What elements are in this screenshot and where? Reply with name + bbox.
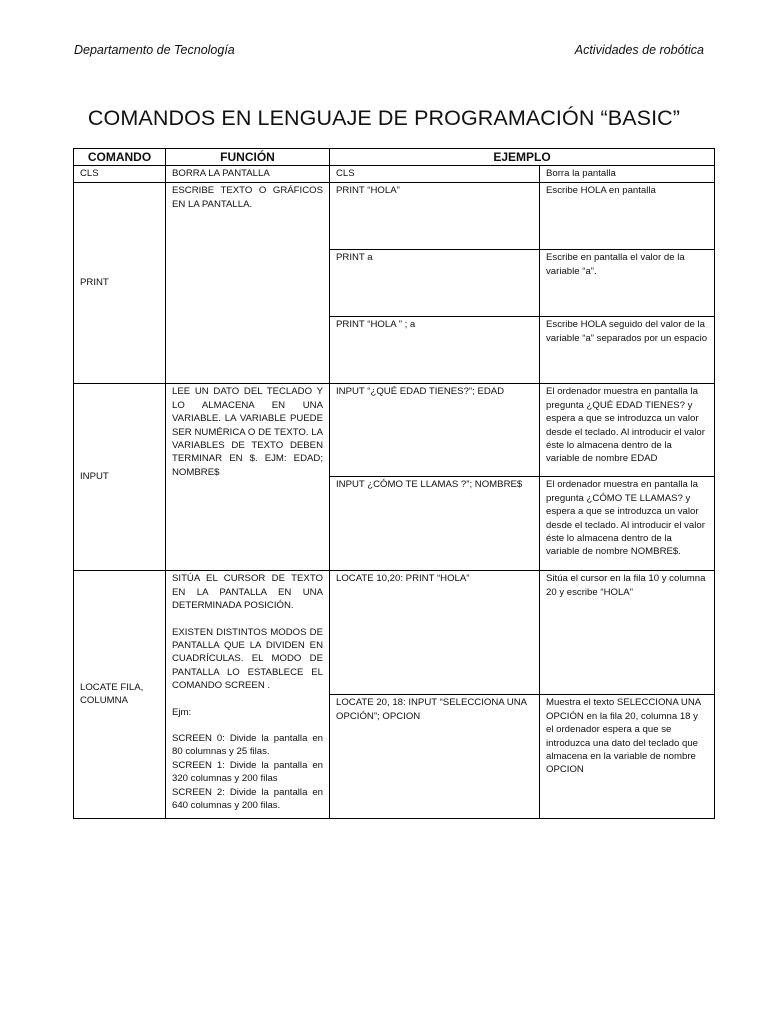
- input-ejemplo-2-codigo: INPUT ¿CÓMO TE LLAMAS ?”; NOMBRE$: [330, 477, 540, 571]
- screen-mode-2: SCREEN 2: Divide la pantalla en 640 columnas y 200 filas.: [172, 786, 323, 812]
- locate-comando: LOCATE FILA, COLUMNA: [74, 571, 166, 819]
- cls-resultado: Borra la pantalla: [540, 166, 715, 183]
- locate-funcion-p2: EXISTEN DISTINTOS MODOS DE PANTALLA QUE LA DIVIDEN EN CUADRÍCULAS. EL MODO DE PANTALLA LO ESTABLECE EL COMANDO SCREEN .: [172, 626, 323, 692]
- cls-comando: CLS: [74, 166, 166, 183]
- commands-table: [73, 148, 715, 819]
- locate-ejemplo-1-codigo: LOCATE 10,20: PRINT “HOLA”: [330, 571, 540, 695]
- locate-funcion: [166, 571, 330, 819]
- locate-ejemplo-1-resultado: Sitúa el cursor en la fila 10 y columna 20 y escribe “HOLA”: [540, 571, 715, 695]
- input-ejemplo-1-codigo: INPUT “¿QUÉ EDAD TIENES?”; EDAD: [330, 384, 540, 477]
- table-header-row: [74, 149, 715, 166]
- locate-funcion-p1: SITÚA EL CURSOR DE TEXTO EN LA PANTALLA EN UNA DETERMINADA POSICIÓN.: [172, 573, 323, 612]
- print-ejemplo-1-codigo: PRINT “HOLA”: [330, 183, 540, 250]
- cls-ejemplo: CLS: [330, 166, 540, 183]
- input-comando: INPUT: [74, 384, 166, 571]
- screen-mode-1: SCREEN 1: Divide la pantalla en 320 columnas y 200 filas: [172, 759, 323, 785]
- locate-funcion-ejm: Ejm:: [172, 706, 192, 718]
- input-ejemplo-1-resultado: El ordenador muestra en pantalla la pregunta ¿QUÉ EDAD TIENES? y espera a que se introduzca un valor desde el teclado. Al introducir el valor éste lo almacena dentro de la variable de nombre EDAD: [540, 384, 715, 477]
- table-row-input-1: [74, 384, 715, 477]
- input-funcion: LEE UN DATO DEL TECLADO Y LO ALMACENA EN UNA VARIABLE. LA VARIABLE PUEDE SER NUMÉRICA O DE TEXTO. LA VARIABLES DE TEXTO DEBEN TERMINAR EN $. EJM: EDAD; NOMBRE$: [166, 384, 330, 571]
- cls-funcion: BORRA LA PANTALLA: [166, 166, 330, 183]
- header-comando: COMANDO: [74, 149, 166, 166]
- table-row-locate-1: [74, 571, 715, 695]
- header-department: Departamento de Tecnología: [74, 43, 235, 57]
- print-ejemplo-3-resultado: Escribe HOLA seguido del valor de la variable “a” separados por un espacio: [540, 317, 715, 384]
- table-row-cls: [74, 166, 715, 183]
- locate-ejemplo-2-codigo: LOCATE 20, 18: INPUT “SELECCIONA UNA OPCIÓN”; OPCION: [330, 695, 540, 819]
- screen-mode-0: SCREEN 0: Divide la pantalla en 80 columnas y 25 filas.: [172, 733, 323, 758]
- page-title: COMANDOS EN LENGUAJE DE PROGRAMACIÓN “BASIC”: [87, 106, 681, 130]
- table-row-print-1: [74, 183, 715, 250]
- header-ejemplo: EJEMPLO: [330, 149, 715, 166]
- print-ejemplo-2-codigo: PRINT a: [330, 250, 540, 317]
- print-funcion: ESCRIBE TEXTO O GRÁFICOS EN LA PANTALLA.: [166, 183, 330, 384]
- locate-ejemplo-2-resultado: Muestra el texto SELECCIONA UNA OPCIÓN en la fila 20, columna 18 y el ordenador espera a que se introduzca una dato del teclado que almacena en la variable de nombre OPCION: [540, 695, 715, 819]
- input-ejemplo-2-resultado: El ordenador muestra en pantalla la pregunta ¿CÓMO TE LLAMAS? y espera a que se introduzca un valor desde el teclado. Al introducir el valor éste lo almacena dentro de la variable de nombre NOMBRE$.: [540, 477, 715, 571]
- print-ejemplo-1-resultado: Escribe HOLA en pantalla: [540, 183, 715, 250]
- print-ejemplo-2-resultado: Escribe en pantalla el valor de la variable “a”.: [540, 250, 715, 317]
- header-activity: Actividades de robótica: [574, 43, 704, 57]
- print-ejemplo-3-codigo: PRINT “HOLA ” ; a: [330, 317, 540, 384]
- print-comando: PRINT: [74, 183, 166, 384]
- header-funcion: FUNCIÓN: [166, 149, 330, 166]
